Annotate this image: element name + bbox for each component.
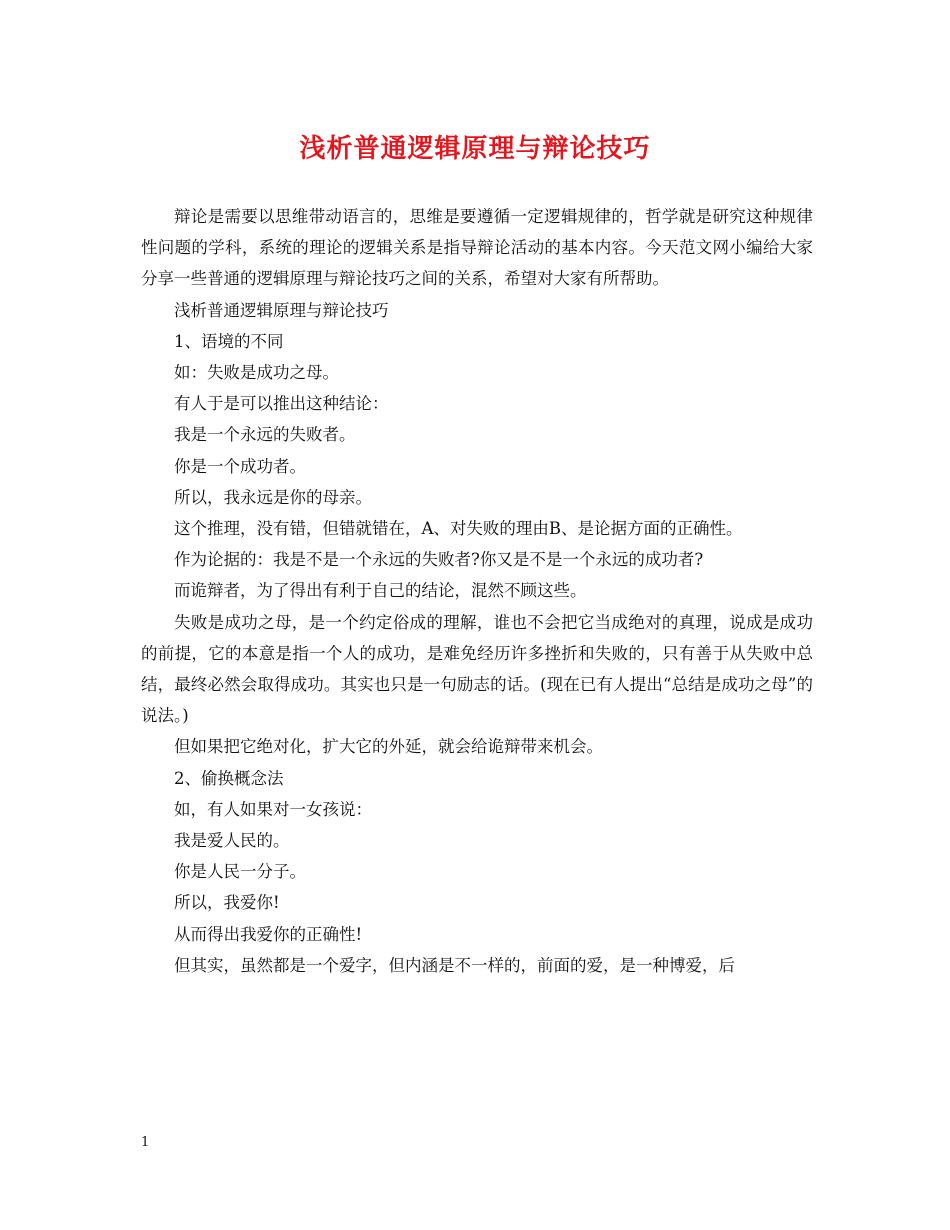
paragraph: 所以，我永远是你的母亲。 (174, 487, 372, 507)
paragraph: 我是爱人民的。 (174, 831, 290, 851)
paragraph: 但如果把它绝对化，扩大它的外延，就会给诡辩带来机会。 (174, 737, 603, 757)
paragraph: 失败是成功之母，是一个约定俗成的理解，谁也不会把它当成绝对的真理，说成是成功的前提，它的本意是指一个人的成功，是难免经历许多挫折和失败的，只有善于从失败中总结，最终必然会取得成功。其实也只是一句励志的话。(现在已有人提出“总结是成功之母”的说法。) (141, 612, 813, 726)
paragraph: 如，有人如果对一女孩说： (174, 799, 372, 819)
paragraph: 如：失败是成功之母。 (174, 363, 339, 383)
page-number: 1 (141, 1135, 150, 1150)
paragraph: 你是人民一分子。 (174, 862, 306, 882)
paragraph: 而诡辩者，为了得出有利于自己的结论，混然不顾这些。 (174, 581, 587, 601)
section-heading: 2、偷换概念法 (174, 768, 284, 788)
paragraph: 作为论据的：我是不是一个永远的失败者?你又是不是一个永远的成功者? (174, 550, 704, 570)
paragraph: 但其实，虽然都是一个爱字，但内涵是不一样的，前面的爱，是一种博爱，后 (174, 955, 735, 975)
paragraph: 你是一个成功者。 (174, 456, 306, 476)
paragraph: 所以，我爱你! (174, 893, 280, 913)
paragraph: 我是一个永远的失败者。 (174, 425, 356, 445)
paragraph: 从而得出我爱你的正确性! (174, 924, 363, 944)
paragraph: 这个推理，没有错，但错就错在，A、对失败的理由B、是论据方面的正确性。 (174, 519, 743, 539)
paragraph: 辩论是需要以思维带动语言的，思维是要遵循一定逻辑规律的，哲学就是研究这种规律性问题的学科，系统的理论的逻辑关系是指导辩论活动的基本内容。今天范文网小编给大家分享一些普通的逻辑原理与辩论技巧之间的关系，希望对大家有所帮助。 (141, 207, 813, 289)
section-heading: 1、语境的不同 (174, 331, 284, 351)
paragraph: 浅析普通逻辑原理与辩论技巧 (174, 300, 389, 320)
paragraph: 有人于是可以推出这种结论： (174, 394, 389, 414)
document-title: 浅析普通逻辑原理与辩论技巧 (299, 134, 651, 164)
document-body (141, 201, 813, 981)
